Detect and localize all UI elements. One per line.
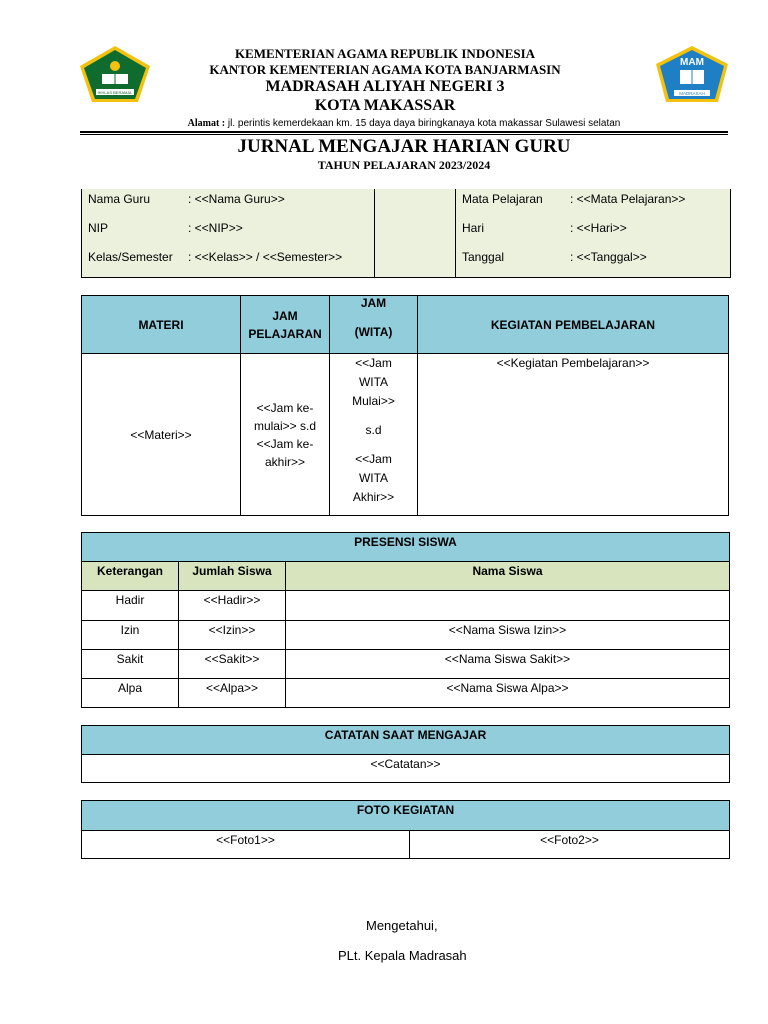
ket-cell: Alpa <box>82 679 179 708</box>
page-title: JURNAL MENGAJAR HARIAN GURU <box>237 136 571 157</box>
materi-cell: <<Materi>> <box>82 354 241 516</box>
info-divider-2 <box>455 189 456 277</box>
header-divider <box>80 131 728 133</box>
catatan-table <box>81 725 730 783</box>
mapel-value: : <<Mata Pelajaran>> <box>570 192 686 206</box>
jumlah-cell: <<Hadir>> <box>179 591 286 621</box>
foto-title: FOTO KEGIATAN <box>82 801 730 831</box>
madrasah-logo-icon <box>654 44 730 106</box>
kelas-label: Kelas/Semester <box>88 250 173 264</box>
info-divider-1 <box>374 189 375 277</box>
nama-cell <box>286 591 730 621</box>
materi-table <box>81 295 729 516</box>
table-row <box>82 591 730 621</box>
address-text: jl. perintis kemerdekaan km. 15 daya daya biringkanaya kota makassar Sulawesi selatan <box>225 118 621 129</box>
jam-pelajaran-header: JAM PELAJARAN <box>241 296 330 354</box>
header-address <box>80 118 728 129</box>
jam-wita-cell: <<Jam WITA Mulai>> s.d <<Jam WITA Akhir>> <box>330 354 418 516</box>
jam-pelajaran-cell: <<Jam ke- mulai>> s.d <<Jam ke- akhir>> <box>241 354 330 516</box>
page-subtitle: TAHUN PELAJARAN 2023/2024 <box>317 158 491 172</box>
nama-header: Nama Siswa <box>286 562 730 591</box>
hari-label: Hari <box>462 221 485 235</box>
catatan-cell: <<Catatan>> <box>82 755 730 783</box>
nama-cell: <<Nama Siswa Izin>> <box>286 621 730 650</box>
presensi-title: PRESENSI SISWA <box>82 533 730 562</box>
table-row <box>82 621 730 650</box>
jam-wita-header: JAM (WITA) <box>330 296 418 354</box>
address-label: Alamat : <box>187 118 226 129</box>
table-row <box>82 679 730 708</box>
materi-header: MATERI <box>82 296 241 354</box>
jumlah-cell: <<Alpa>> <box>179 679 286 708</box>
foto-table <box>81 800 730 859</box>
nama-cell: <<Nama Siswa Sakit>> <box>286 650 730 679</box>
keterangan-header: Keterangan <box>82 562 179 591</box>
svg-text:MAM: MAM <box>680 57 704 68</box>
svg-text:MADRASAH: MADRASAH <box>679 91 705 96</box>
signature-jabatan: PLt. Kepala Madrasah <box>338 948 467 963</box>
header-office: KANTOR KEMENTERIAN AGAMA KOTA BANJARMASIN <box>209 62 561 77</box>
kemenag-logo-icon <box>78 44 152 104</box>
header-city: KOTA MAKASSAR <box>314 97 456 114</box>
tanggal-label: Tanggal <box>462 250 505 264</box>
header-ministry: KEMENTERIAN AGAMA REPUBLIK INDONESIA <box>234 46 536 61</box>
jumlah-cell: <<Izin>> <box>179 621 286 650</box>
foto1-cell: <<Foto1>> <box>82 831 410 859</box>
header-school: MADRASAH ALIYAH NEGERI 3 <box>265 78 505 95</box>
jumlah-cell: <<Sakit>> <box>179 650 286 679</box>
ket-cell: Sakit <box>82 650 179 679</box>
presensi-table <box>81 532 730 708</box>
jumlah-header: Jumlah Siswa <box>179 562 286 591</box>
teacher-info-box <box>81 189 731 278</box>
nip-value: : <<NIP>> <box>188 221 243 235</box>
nama-guru-label: Nama Guru <box>88 192 151 206</box>
kegiatan-header: KEGIATAN PEMBELAJARAN <box>418 296 729 354</box>
catatan-title: CATATAN SAAT MENGAJAR <box>82 726 730 755</box>
nip-label: NIP <box>88 221 109 235</box>
ket-cell: Izin <box>82 621 179 650</box>
mapel-label: Mata Pelajaran <box>462 192 543 206</box>
ket-cell: Hadir <box>82 591 179 621</box>
svg-text:IKHLAS BERAMAL: IKHLAS BERAMAL <box>97 90 133 95</box>
kelas-value: : <<Kelas>> / <<Semester>> <box>188 250 343 264</box>
foto2-cell: <<Foto2>> <box>410 831 730 859</box>
tanggal-value: : <<Tanggal>> <box>570 250 647 264</box>
signature-mengetahui: Mengetahui, <box>366 918 438 933</box>
kegiatan-cell: <<Kegiatan Pembelajaran>> <box>418 354 729 516</box>
header-divider-thin <box>80 134 728 135</box>
nama-cell: <<Nama Siswa Alpa>> <box>286 679 730 708</box>
nama-guru-value: : <<Nama Guru>> <box>188 192 285 206</box>
table-row <box>82 650 730 679</box>
hari-value: : <<Hari>> <box>570 221 627 235</box>
